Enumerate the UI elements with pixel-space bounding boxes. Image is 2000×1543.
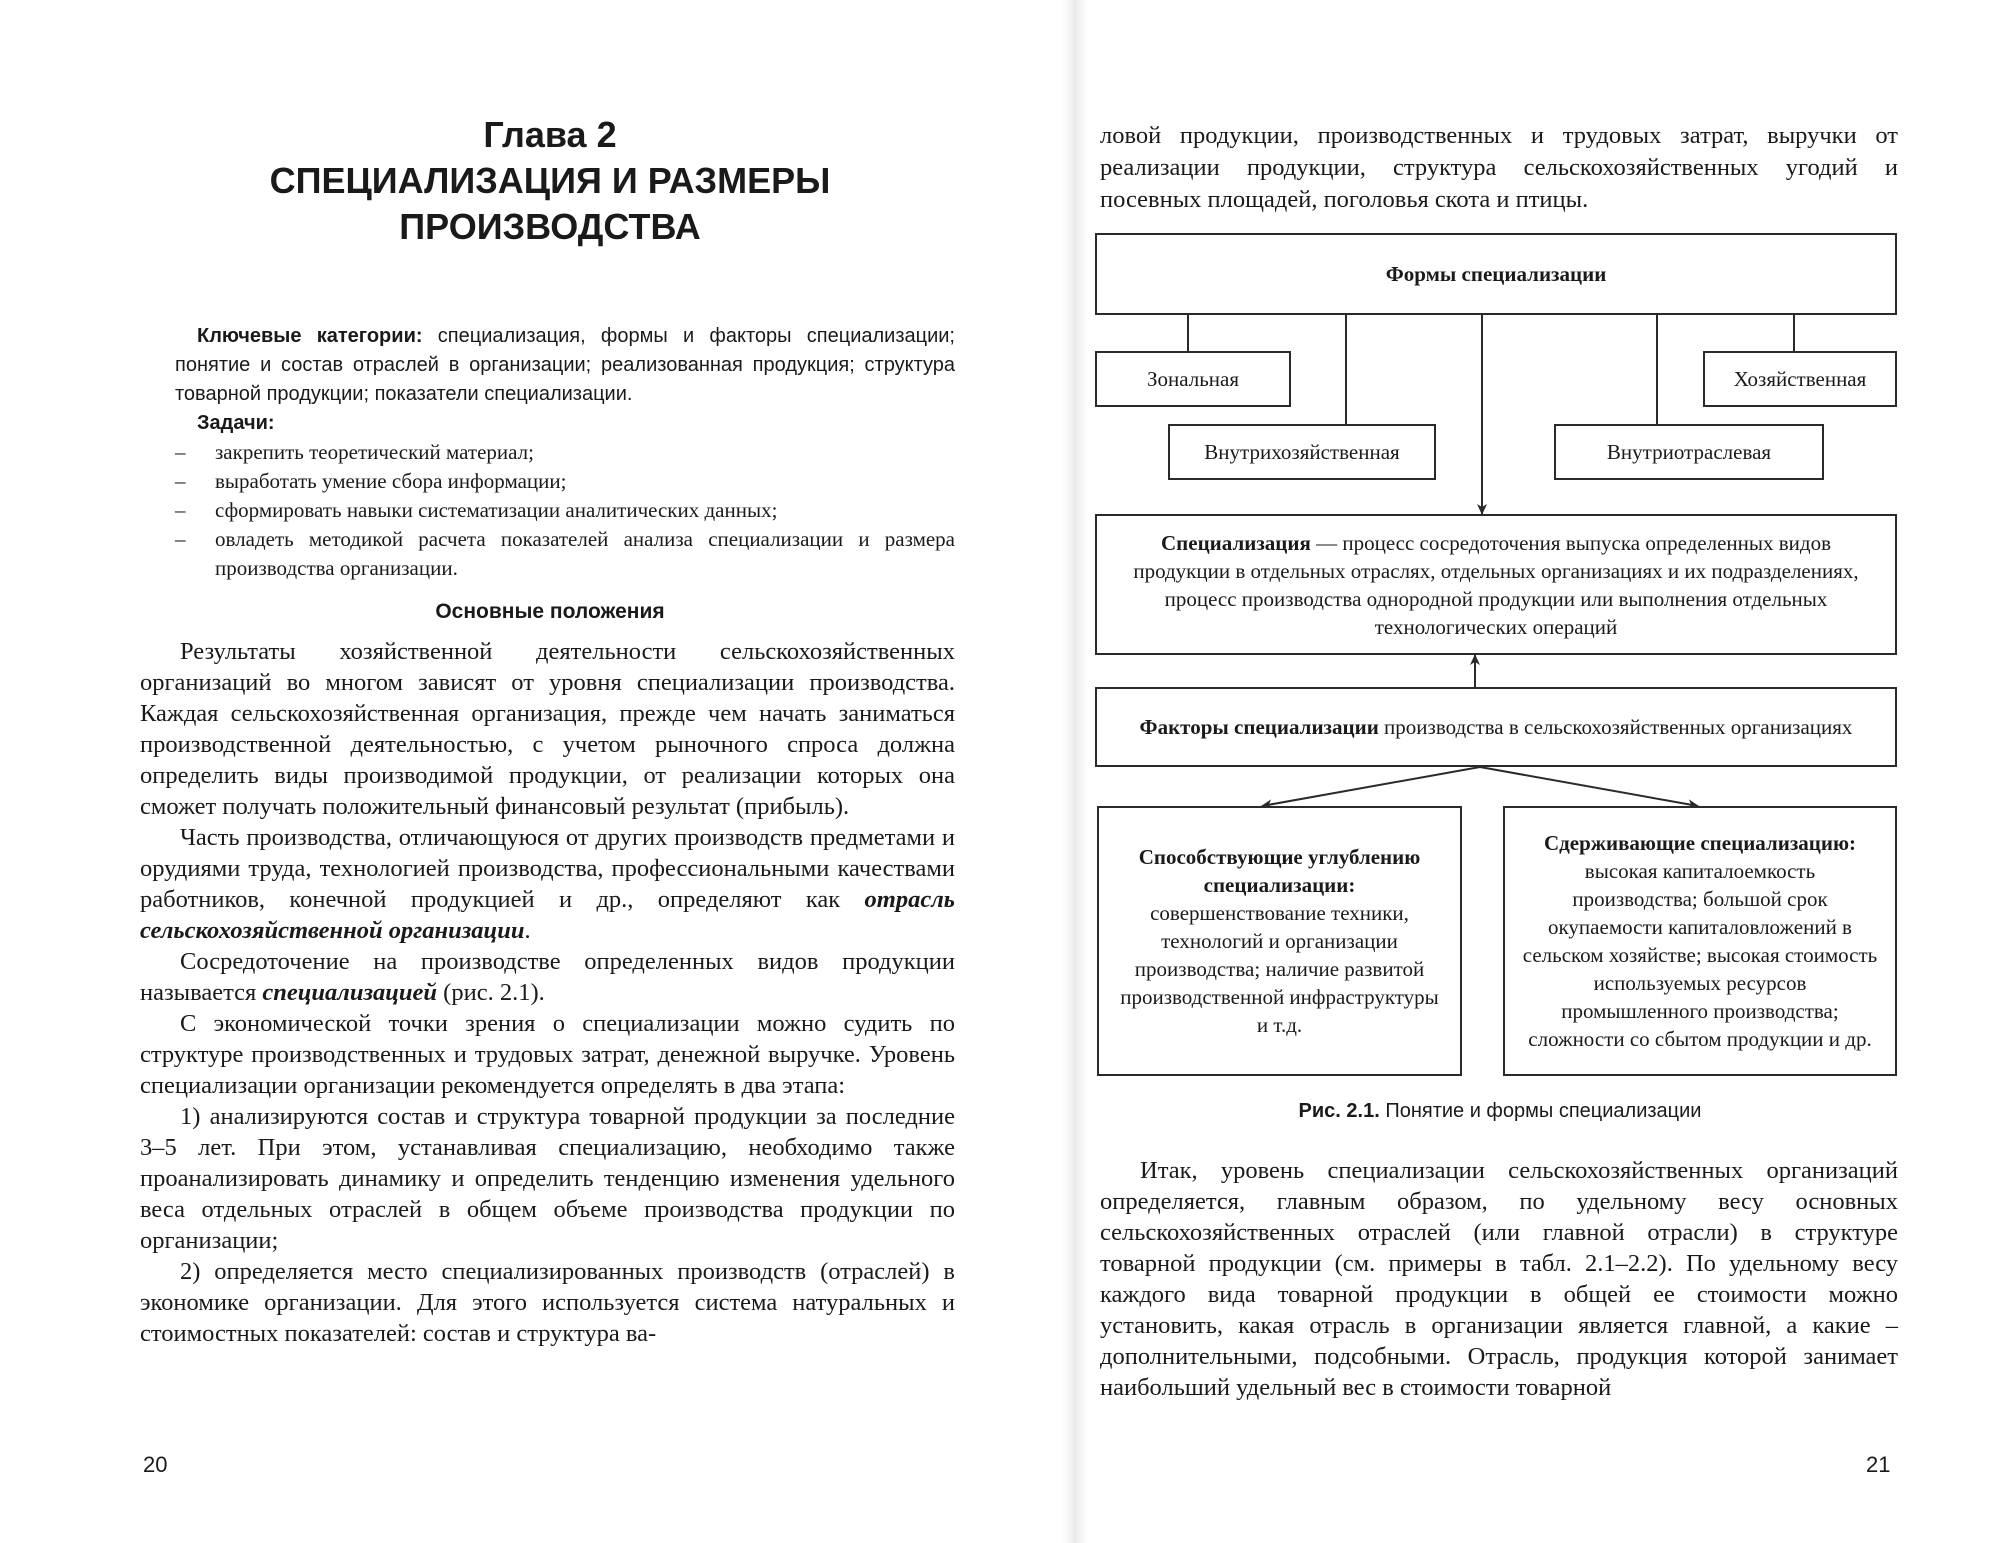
chapter-title-line1: СПЕЦИАЛИЗАЦИЯ И РАЗМЕРЫ	[269, 160, 831, 201]
emphasized-term: специализацией	[262, 979, 438, 1006]
intra-branch-box: Внутриотраслевая	[1554, 424, 1824, 480]
paragraph: Сосредоточение на производстве определенных видов продукции называется специализацией (рис. 2.1).	[140, 948, 955, 1006]
zonal-box: Зональная	[1095, 351, 1291, 407]
paragraph: 2) определяется место специализированных производств (отраслей) в экономике организации. Для этого используется система натуральных и стоимостных показателей: состав и структура ва-	[140, 1258, 955, 1347]
task-list	[175, 438, 955, 583]
chapter-number: Глава 2	[483, 114, 617, 155]
list-item: – выработать умение сбора информации;	[175, 467, 955, 496]
paragraph: Часть производства, отличающуюся от других производств предметами и орудиями труда, технологией производства, профессиональными качествами работников, конечной продукцией и др., определяют как отрасль сельскохозяйственной организации.	[140, 824, 955, 944]
page-number-right: 21	[1866, 1452, 1891, 1477]
definition-text: — процесс сосредоточения выпуска определенных видов продукции в отдельных отраслях, отдельных организациях и их подразделениях, процесс производства однородной продукции или выполнения отдельных технологических операций	[1133, 530, 1859, 639]
list-dash: –	[175, 527, 186, 551]
definition-term: Специализация	[1160, 530, 1311, 555]
forms-box	[1095, 233, 1897, 315]
forms-title: Формы специализации	[1385, 262, 1607, 286]
caption-text: Понятие и формы специализации	[1379, 1100, 1702, 1122]
key-categories-label: Ключевые категории:	[197, 325, 423, 347]
paragraph: ловой продукции, производственных и трудовых затрат, выручки от реализации продукции, структура сельскохозяйственных угодий и посевных площадей, поголовья скота и птицы.	[1100, 122, 1898, 213]
list-dash: –	[175, 440, 186, 464]
paragraph: Результаты хозяйственной деятельности сельскохозяйственных организаций во многом зависят от уровня специализации производства. Каждая сельскохозяйственная организация, прежде чем начать заниматься производственной деятельностью, с учетом рыночного спроса должна определить виды производимой продукции, от реализации которых она сможет получать положительный финансовый результат (прибыль).	[140, 638, 955, 820]
right-body-text	[1100, 1155, 1898, 1403]
chapter-heading	[140, 112, 960, 250]
book-gutter	[1062, 0, 1088, 1543]
factors-term: Факторы специализации	[1139, 715, 1379, 739]
list-item: – овладеть методикой расчета показателей анализа специализации и размера производства организации.	[175, 527, 955, 580]
list-dash: –	[175, 469, 186, 493]
factors-box	[1095, 687, 1897, 767]
section-title: Основные положения	[435, 600, 665, 623]
factors-text: производства в сельскохозяйственных организациях	[1378, 715, 1853, 739]
key-categories-block	[175, 322, 955, 583]
promote-text: совершенствование техники, технологий и организации производства; наличие развитой производственной инфраструктуры и т.д.	[1120, 901, 1439, 1037]
paragraph: Итак, уровень специализации сельскохозяйственных организаций определяется, главным образом, по удельному весу основных сельскохозяйственных отраслей (или главной отрасли) в структуре товарной продукции (см. примеры в табл. 2.1–2.2). По удельному весу каждого вида товарной продукции в общей ее стоимости можно установить, какая отрасль в организации является главной, а какие – дополнительными, подсобными. Отрасль, продукция которой занимает наибольший удельный вес в стоимости товарной	[1100, 1157, 1898, 1401]
left-body-text	[140, 636, 955, 1349]
figure-caption	[1100, 1100, 1900, 1123]
tasks-label: Задачи:	[197, 412, 275, 434]
promote-box	[1097, 806, 1462, 1076]
promote-title: Способствующие углублению специализации:	[1138, 845, 1421, 897]
list-item: – сформировать навыки систематизации аналитических данных;	[175, 496, 955, 525]
list-item: – закрепить теоретический материал;	[175, 438, 955, 467]
key-categories-text: специализация, формы и факторы специализации; понятие и состав отраслей в организации; реализованная продукция; структура товарной продукции; показатели специализации.	[175, 325, 955, 405]
restrain-text: высокая капиталоемкость производства; большой срок окупаемости капиталовложений в сельском хозяйстве; высокая стоимость используемых ресурсов промышленного производства; сложности со сбытом продукции и др.	[1522, 859, 1878, 1051]
caption-label: Рис. 2.1.	[1298, 1100, 1380, 1122]
definition-box	[1095, 514, 1897, 655]
paragraph: С экономической точки зрения о специализации можно судить по структуре производственных и трудовых затрат, денежной выручке. Уровень специализации организации рекомендуется определять в два этапа:	[140, 1010, 955, 1099]
restrain-box	[1503, 806, 1897, 1076]
continued-text	[1100, 120, 1898, 216]
restrain-title: Сдерживающие специализацию:	[1543, 831, 1857, 855]
chapter-title-line2: ПРОИЗВОДСТВА	[399, 206, 701, 247]
emphasized-term: отрасль сельскохозяйственной организации	[140, 886, 955, 944]
page-number-left: 20	[143, 1452, 168, 1477]
list-dash: –	[175, 498, 186, 522]
key-categories	[175, 322, 955, 409]
intra-farm-box: Внутрихозяйственная	[1168, 424, 1436, 480]
paragraph: 1) анализируются состав и структура товарной продукции за последние 3–5 лет. При этом, устанавливая специализацию, необходимо также проанализировать динамику и определить тенденцию изменения удельного веса отдельных отраслей в общем объеме производства продукции по организации;	[140, 1103, 955, 1254]
economic-box: Хозяйственная	[1703, 351, 1897, 407]
